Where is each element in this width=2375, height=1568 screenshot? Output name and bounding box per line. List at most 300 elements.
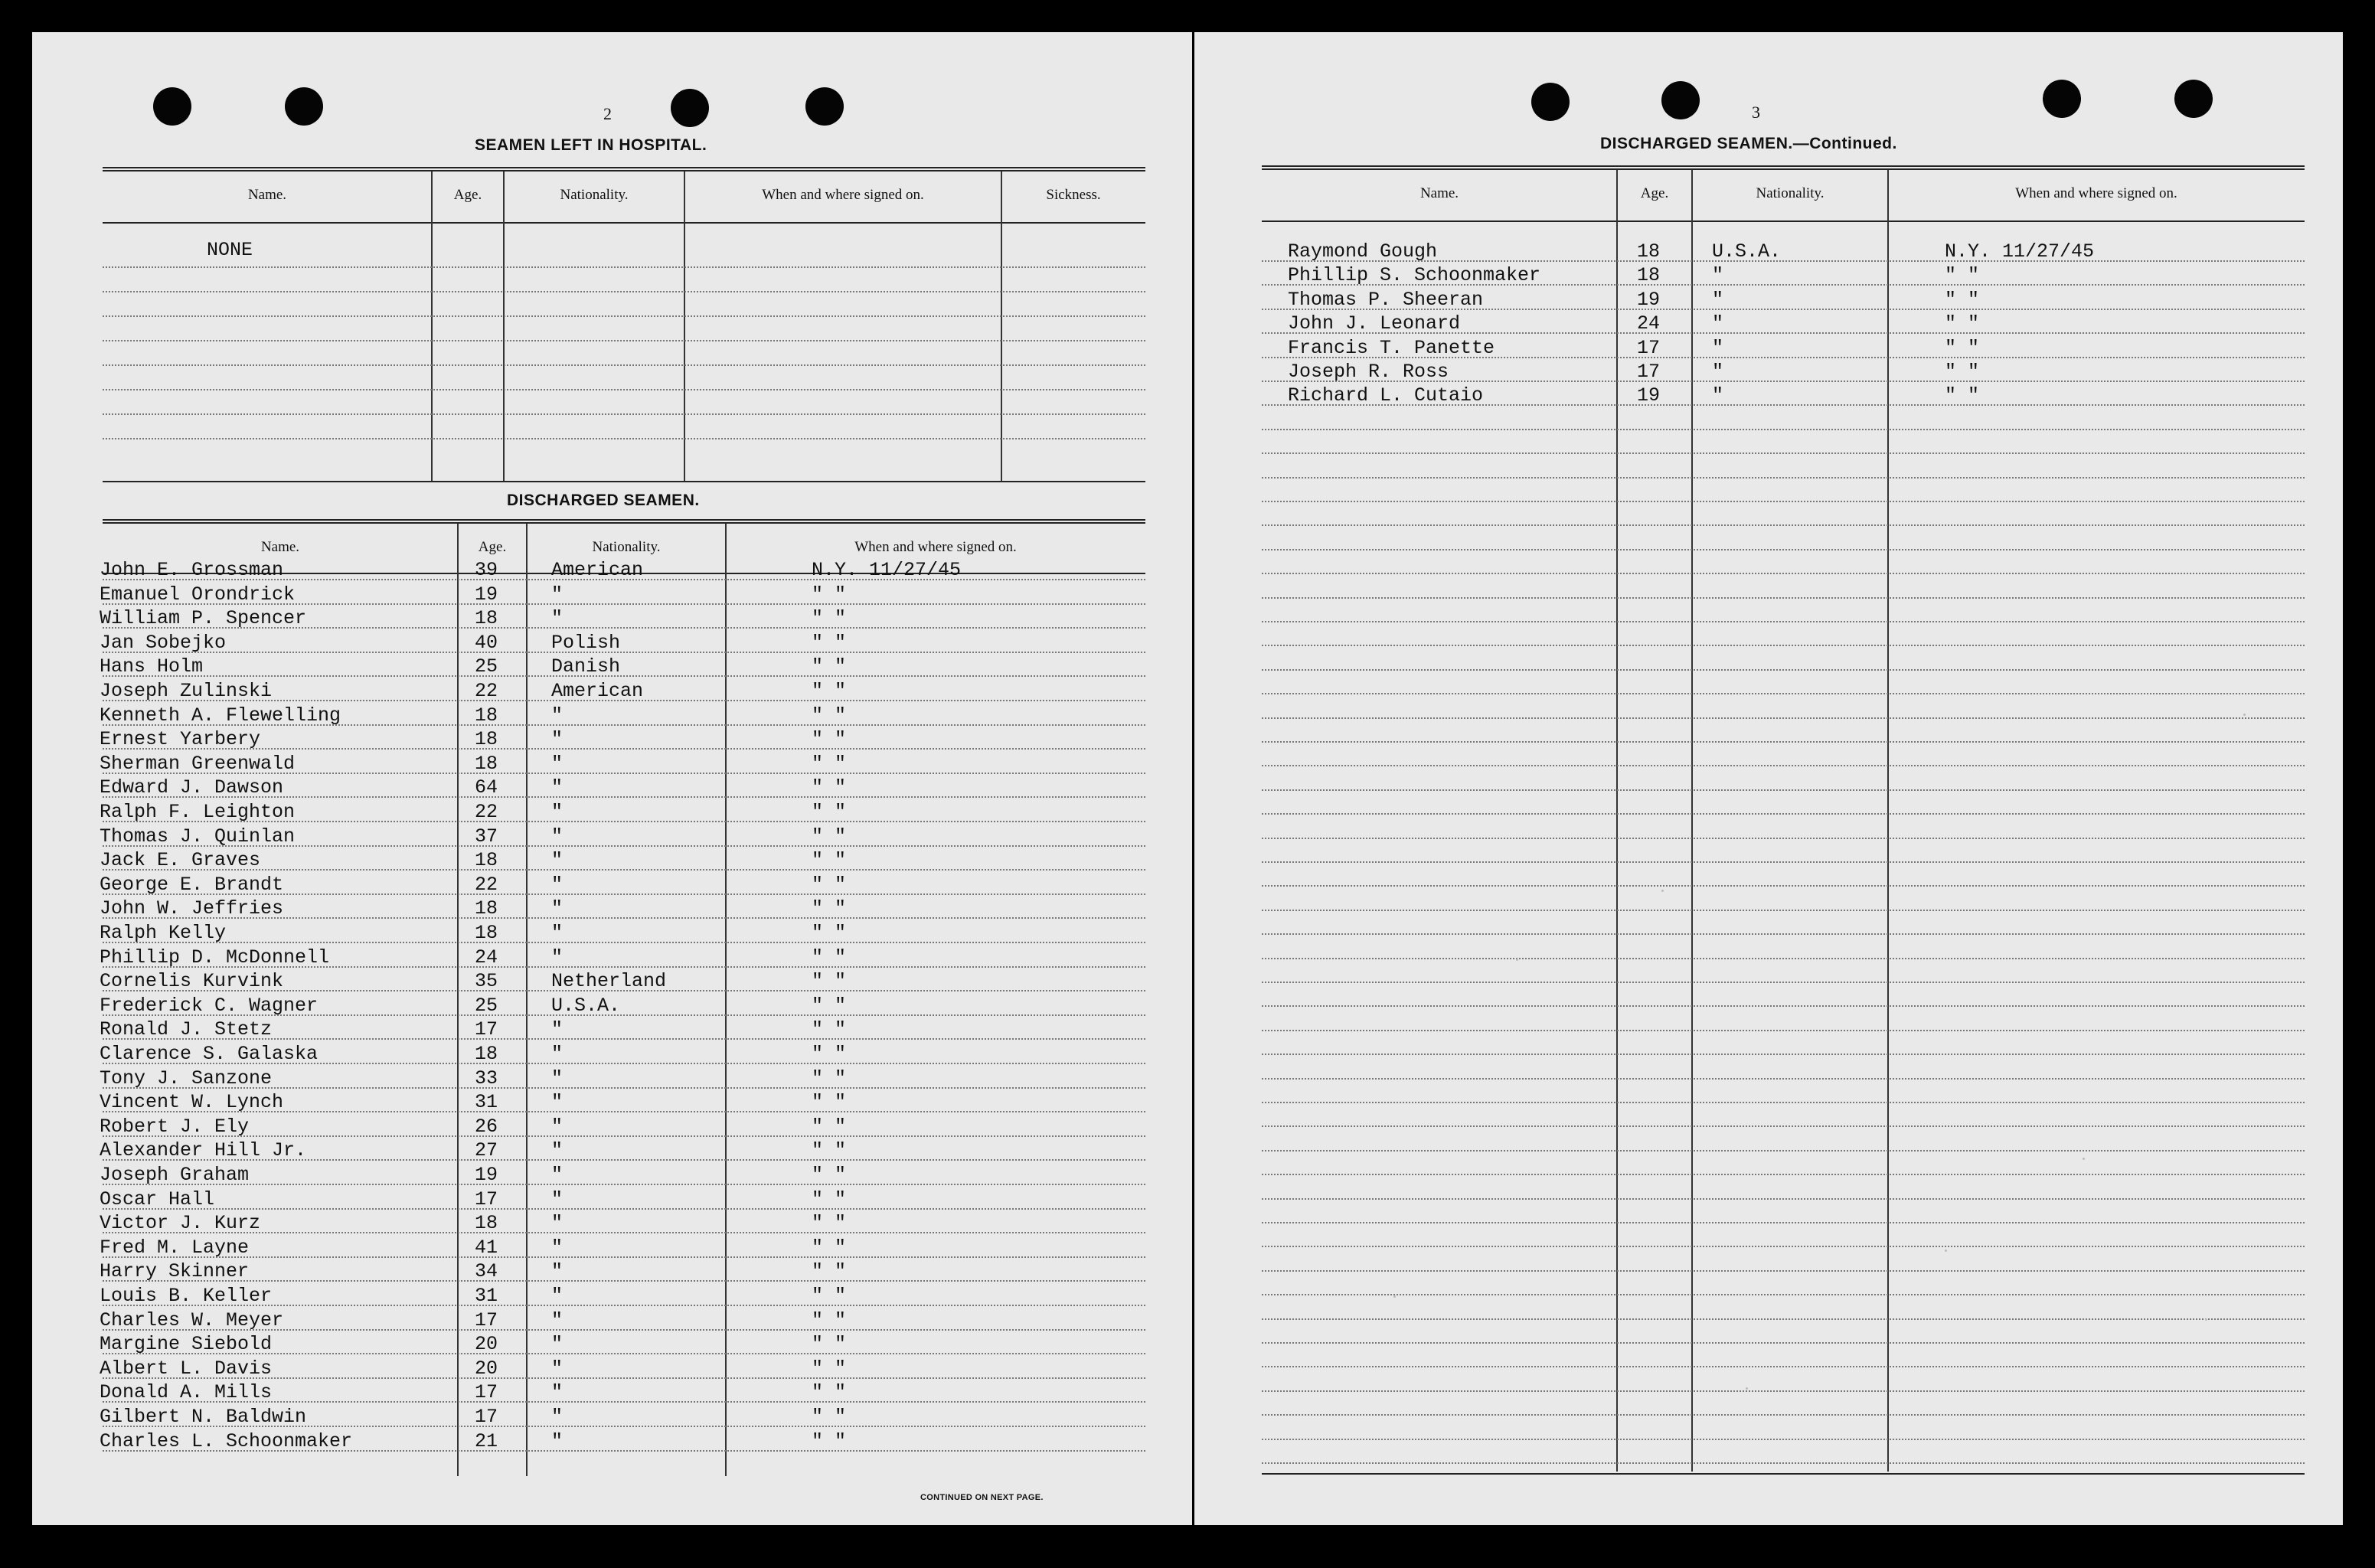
- column-divider: [503, 172, 505, 482]
- signed-on: " ": [1945, 361, 1980, 383]
- punch-hole: [1661, 81, 1700, 119]
- ruled-line: [1262, 501, 2305, 502]
- seaman-nationality: American: [551, 559, 644, 581]
- seaman-age: 18: [475, 897, 498, 920]
- seaman-name: Oscar Hall: [100, 1187, 215, 1210]
- ruled-line: [1262, 1005, 2305, 1007]
- col-header-nationality: Nationality.: [1756, 185, 1825, 201]
- col-header-name: Name.: [247, 187, 287, 203]
- seaman-age: 17: [1637, 361, 1661, 383]
- paper-speck: [1746, 1387, 1748, 1390]
- punch-hole: [1531, 83, 1570, 121]
- seaman-age: 33: [475, 1067, 498, 1089]
- seaman-age: 18: [1637, 264, 1661, 287]
- ruled-line: [1262, 477, 2305, 479]
- ruled-line: [1262, 1414, 2305, 1416]
- signed-on: " ": [1945, 312, 1980, 335]
- seaman-name: Victor J. Kurz: [100, 1212, 261, 1235]
- col-header-nationality: Nationality.: [592, 539, 661, 555]
- signed-on: " ": [812, 1187, 847, 1210]
- signed-on: " ": [812, 631, 847, 654]
- seaman-name: Frederick C. Wagner: [100, 994, 319, 1017]
- seaman-age: 22: [475, 873, 498, 896]
- seaman-nationality: Netherland: [551, 970, 667, 993]
- seaman-age: 22: [475, 680, 498, 702]
- continued-note: CONTINUED ON NEXT PAGE.: [920, 1493, 1044, 1502]
- ruled-line: [103, 966, 1145, 968]
- page-number: 3: [1752, 103, 1760, 122]
- ruled-line: [103, 1087, 1145, 1089]
- seaman-nationality: ": [1712, 312, 1724, 335]
- column-divider: [1691, 170, 1693, 1472]
- paper-speck: [2083, 1158, 2085, 1160]
- ruled-line: [1262, 357, 2305, 358]
- ruled-line: [1262, 1342, 2305, 1344]
- signed-on: " ": [812, 825, 847, 848]
- col-header-name: Name.: [1419, 185, 1459, 201]
- ruled-line: [1262, 452, 2305, 454]
- right-page: [1194, 32, 2343, 1525]
- punch-hole: [2174, 80, 2213, 118]
- ruled-line: [103, 315, 1145, 317]
- signed-on: " ": [812, 1406, 847, 1428]
- seaman-age: 18: [475, 1043, 498, 1065]
- seaman-nationality: ": [551, 1043, 564, 1065]
- seaman-nationality: ": [551, 1164, 564, 1186]
- column-divider: [1001, 172, 1002, 482]
- seaman-name: Clarence S. Galaska: [100, 1043, 319, 1065]
- ruled-line: [1262, 982, 2305, 983]
- ruled-line: [1262, 885, 2305, 887]
- signed-on: " ": [812, 1212, 847, 1235]
- column-divider: [1887, 170, 1889, 1472]
- seaman-age: 35: [475, 970, 498, 993]
- signed-on: " ": [812, 970, 847, 993]
- seaman-nationality: ": [551, 1357, 564, 1380]
- ruled-line: [103, 603, 1145, 605]
- seaman-age: 19: [475, 1164, 498, 1186]
- seaman-age: 17: [475, 1406, 498, 1428]
- col-header-when-where: When and where signed on.: [2015, 185, 2177, 201]
- seaman-age: 18: [475, 1212, 498, 1235]
- ruled-line: [103, 1329, 1145, 1331]
- ruled-line: [103, 413, 1145, 415]
- ruled-line: [1262, 1125, 2305, 1127]
- ruled-line: [103, 1038, 1145, 1040]
- seaman-nationality: ": [551, 825, 564, 848]
- seaman-nationality: U.S.A.: [1712, 240, 1782, 263]
- signed-on: " ": [812, 1429, 847, 1452]
- seaman-nationality: ": [551, 1260, 564, 1283]
- ruled-line: [1262, 404, 2305, 406]
- seaman-age: 34: [475, 1260, 498, 1283]
- signed-on: " ": [812, 728, 847, 751]
- seaman-name: Joseph Graham: [100, 1164, 250, 1186]
- discharged-continued-title: DISCHARGED SEAMEN.—Continued.: [1600, 135, 1897, 152]
- ruled-line: [103, 1305, 1145, 1306]
- seaman-age: 25: [475, 994, 498, 1017]
- ruled-line: [1262, 789, 2305, 791]
- seaman-nationality: ": [1712, 264, 1724, 287]
- ruled-line: [103, 942, 1145, 943]
- seaman-age: 17: [1637, 336, 1661, 359]
- seaman-age: 39: [475, 559, 498, 581]
- seaman-name: Jack E. Graves: [100, 849, 261, 872]
- seaman-name: Louis B. Keller: [100, 1285, 273, 1307]
- paper-speck: [2243, 714, 2246, 716]
- ruled-line: [1262, 524, 2305, 526]
- seaman-nationality: ": [1712, 384, 1724, 407]
- seaman-name: Thomas P. Sheeran: [1288, 288, 1484, 311]
- seaman-age: 21: [475, 1429, 498, 1452]
- ruled-line: [103, 1256, 1145, 1258]
- seaman-age: 18: [475, 607, 498, 630]
- signed-on: N.Y. 11/27/45: [812, 559, 962, 581]
- seaman-age: 18: [475, 704, 498, 727]
- seaman-age: 19: [1637, 288, 1661, 311]
- ruled-line: [1262, 573, 2305, 574]
- seaman-name: Ralph Kelly: [100, 922, 227, 944]
- signed-on: " ": [812, 1139, 847, 1162]
- ruled-line: [1262, 1318, 2305, 1320]
- ruled-line: [103, 1450, 1145, 1452]
- ruled-line: [1262, 1054, 2305, 1055]
- seaman-nationality: ": [551, 1067, 564, 1089]
- ruled-line: [103, 1280, 1145, 1282]
- seaman-nationality: ": [551, 776, 564, 799]
- signed-on: " ": [812, 1018, 847, 1041]
- column-divider: [431, 172, 433, 482]
- header-rule: [103, 222, 1145, 224]
- seaman-nationality: ": [551, 1018, 564, 1041]
- signed-on: " ": [812, 776, 847, 799]
- seaman-nationality: ": [551, 801, 564, 823]
- punch-hole: [805, 87, 844, 126]
- signed-on: " ": [1945, 336, 1980, 359]
- signed-on: " ": [812, 849, 847, 872]
- ruled-line: [103, 1159, 1145, 1161]
- ruled-line: [103, 364, 1145, 366]
- seaman-nationality: ": [551, 1236, 564, 1259]
- signed-on: " ": [812, 1260, 847, 1283]
- seaman-age: 17: [475, 1308, 498, 1331]
- ruled-line: [1262, 621, 2305, 622]
- ruled-line: [103, 627, 1145, 629]
- seaman-nationality: ": [551, 1212, 564, 1235]
- ruled-line: [1262, 693, 2305, 694]
- ruled-line: [1262, 1439, 2305, 1440]
- ruled-line: [103, 724, 1145, 726]
- signed-on: " ": [812, 873, 847, 896]
- ruled-line: [1262, 1366, 2305, 1367]
- seaman-name: Ronald J. Stetz: [100, 1018, 273, 1041]
- ruled-line: [1262, 1462, 2305, 1464]
- column-divider: [457, 524, 459, 1476]
- ruled-line: [103, 1208, 1145, 1210]
- seaman-age: 27: [475, 1139, 498, 1162]
- ruled-line: [1262, 381, 2305, 382]
- seaman-name: Robert J. Ely: [100, 1115, 250, 1138]
- ruled-line: [103, 1232, 1145, 1233]
- col-header-age: Age.: [478, 539, 507, 555]
- seaman-age: 18: [475, 752, 498, 775]
- hospital-section-title: SEAMEN LEFT IN HOSPITAL.: [475, 136, 707, 154]
- ruled-line: [1262, 1198, 2305, 1200]
- seaman-nationality: ": [551, 728, 564, 751]
- seaman-nationality: American: [551, 680, 644, 702]
- ruled-line: [103, 893, 1145, 895]
- ruled-line: [103, 917, 1145, 919]
- seaman-age: 24: [475, 946, 498, 969]
- seaman-name: Alexander Hill Jr.: [100, 1139, 307, 1162]
- signed-on: " ": [812, 801, 847, 823]
- ruled-line: [103, 1377, 1145, 1379]
- signed-on: " ": [812, 1091, 847, 1114]
- seaman-age: 17: [475, 1381, 498, 1404]
- column-divider: [725, 524, 727, 1476]
- paper-speck: [1393, 1295, 1396, 1298]
- ruled-line: [103, 845, 1145, 847]
- seaman-nationality: ": [551, 946, 564, 969]
- signed-on: " ": [812, 1067, 847, 1089]
- seaman-name: Sherman Greenwald: [100, 752, 296, 775]
- seaman-age: 22: [475, 801, 498, 823]
- top-rule: [1262, 165, 2305, 170]
- hospital-none-entry: NONE: [207, 239, 253, 261]
- ruled-line: [103, 990, 1145, 991]
- signed-on: " ": [812, 655, 847, 678]
- ruled-line: [103, 579, 1145, 580]
- col-header-age: Age.: [1640, 185, 1669, 201]
- seaman-age: 18: [475, 849, 498, 872]
- seaman-name: Cornelis Kurvink: [100, 970, 284, 993]
- seaman-nationality: ": [551, 1406, 564, 1428]
- seaman-name: John E. Grossman: [100, 559, 284, 581]
- seaman-name: Fred M. Layne: [100, 1236, 250, 1259]
- ruled-line: [103, 748, 1145, 750]
- seaman-nationality: ": [551, 1381, 564, 1404]
- seaman-age: 40: [475, 631, 498, 654]
- seaman-nationality: ": [551, 583, 564, 606]
- header-rule: [1262, 220, 2305, 222]
- punch-hole: [671, 89, 709, 127]
- seaman-name: Richard L. Cutaio: [1288, 384, 1484, 407]
- ruled-line: [1262, 1030, 2305, 1031]
- signed-on: " ": [812, 1357, 847, 1380]
- ruled-line: [1262, 1390, 2305, 1392]
- signed-on: " ": [812, 946, 847, 969]
- seaman-nationality: U.S.A.: [551, 994, 621, 1017]
- ruled-line: [103, 675, 1145, 677]
- signed-on: " ": [1945, 264, 1980, 287]
- seaman-nationality: ": [1712, 288, 1724, 311]
- seaman-age: 19: [1637, 384, 1661, 407]
- ruled-line: [103, 1401, 1145, 1403]
- signed-on: " ": [812, 1308, 847, 1331]
- ruled-line: [103, 1014, 1145, 1016]
- seaman-name: Jan Sobejko: [100, 631, 227, 654]
- ruled-line: [1262, 645, 2305, 646]
- signed-on: N.Y. 11/27/45: [1945, 240, 2095, 263]
- ruled-line: [1262, 933, 2305, 935]
- col-header-when-where: When and where signed on.: [854, 539, 1017, 555]
- ruled-line: [103, 652, 1145, 653]
- seaman-nationality: ": [551, 704, 564, 727]
- col-header-nationality: Nationality.: [560, 187, 629, 203]
- signed-on: " ": [812, 680, 847, 702]
- ruled-line: [103, 1063, 1145, 1064]
- seaman-nationality: ": [551, 752, 564, 775]
- ruled-line: [1262, 332, 2305, 334]
- seaman-nationality: ": [551, 1308, 564, 1331]
- page-number: 2: [603, 104, 612, 123]
- seaman-name: Harry Skinner: [100, 1260, 250, 1283]
- signed-on: " ": [812, 897, 847, 920]
- column-divider: [526, 524, 528, 1476]
- hospital-bottom-rule: [103, 481, 1145, 482]
- seaman-nationality: ": [551, 1285, 564, 1307]
- col-header-name: Name.: [260, 539, 300, 555]
- bottom-rule: [1262, 1473, 2305, 1475]
- ruled-line: [1262, 1294, 2305, 1295]
- seaman-name: Vincent W. Lynch: [100, 1091, 284, 1114]
- ruled-line: [1262, 813, 2305, 815]
- seaman-name: Tony J. Sanzone: [100, 1067, 273, 1089]
- ruled-line: [103, 1111, 1145, 1112]
- seaman-name: George E. Brandt: [100, 873, 284, 896]
- ruled-line: [1262, 838, 2305, 839]
- ruled-line: [1262, 669, 2305, 671]
- seaman-name: Hans Holm: [100, 655, 204, 678]
- seaman-name: Albert L. Davis: [100, 1357, 273, 1380]
- ruled-line: [1262, 1078, 2305, 1080]
- col-header-sickness: Sickness.: [1046, 187, 1101, 203]
- seaman-name: Phillip D. McDonnell: [100, 946, 330, 969]
- punch-hole: [153, 87, 191, 126]
- ruled-line: [1262, 1150, 2305, 1152]
- signed-on: " ": [812, 1043, 847, 1065]
- ruled-line: [103, 1135, 1145, 1137]
- seaman-age: 17: [475, 1187, 498, 1210]
- seaman-nationality: ": [551, 873, 564, 896]
- seaman-age: 20: [475, 1333, 498, 1356]
- seaman-nationality: ": [1712, 361, 1724, 383]
- signed-on: " ": [812, 704, 847, 727]
- seaman-name: Margine Siebold: [100, 1333, 273, 1356]
- column-divider: [684, 172, 685, 482]
- ruled-line: [103, 1426, 1145, 1427]
- ruled-line: [1262, 1174, 2305, 1175]
- seaman-name: Gilbert N. Baldwin: [100, 1406, 307, 1428]
- seaman-name: John W. Jeffries: [100, 897, 284, 920]
- paper-speck: [2205, 1318, 2207, 1321]
- ruled-line: [103, 700, 1145, 701]
- seaman-nationality: Polish: [551, 631, 621, 654]
- ruled-line: [1262, 1222, 2305, 1223]
- seaman-age: 17: [475, 1018, 498, 1041]
- seaman-nationality: Danish: [551, 655, 621, 678]
- ruled-line: [1262, 1270, 2305, 1272]
- ruled-line: [1262, 429, 2305, 430]
- ruled-line: [1262, 260, 2305, 262]
- seaman-name: Raymond Gough: [1288, 240, 1438, 263]
- ruled-line: [1262, 765, 2305, 766]
- seaman-nationality: ": [551, 1091, 564, 1114]
- signed-on: " ": [1945, 384, 1980, 407]
- seaman-nationality: ": [551, 1139, 564, 1162]
- seaman-age: 41: [475, 1236, 498, 1259]
- ruled-line: [103, 773, 1145, 774]
- seaman-nationality: ": [551, 1429, 564, 1452]
- ruled-line: [1262, 1102, 2305, 1103]
- ruled-line: [103, 266, 1145, 268]
- paper-speck: [1516, 959, 1518, 961]
- seaman-age: 37: [475, 825, 498, 848]
- seaman-nationality: ": [551, 922, 564, 944]
- ruled-line: [1262, 861, 2305, 863]
- seaman-name: John J. Leonard: [1288, 312, 1461, 335]
- signed-on: " ": [812, 583, 847, 606]
- punch-hole: [2043, 80, 2081, 118]
- col-header-when-where: When and where signed on.: [762, 187, 924, 203]
- seaman-nationality: ": [551, 1187, 564, 1210]
- signed-on: " ": [812, 994, 847, 1017]
- ruled-line: [103, 340, 1145, 341]
- ruled-line: [1262, 717, 2305, 719]
- seaman-age: 18: [1637, 240, 1661, 263]
- seaman-name: William P. Spencer: [100, 607, 307, 630]
- seaman-name: Joseph Zulinski: [100, 680, 273, 702]
- seaman-age: 18: [475, 922, 498, 944]
- seaman-name: Donald A. Mills: [100, 1381, 273, 1404]
- signed-on: " ": [812, 1236, 847, 1259]
- seaman-age: 31: [475, 1285, 498, 1307]
- left-page: [32, 32, 1192, 1525]
- seaman-name: Thomas J. Quinlan: [100, 825, 296, 848]
- ruled-line: [1262, 1246, 2305, 1247]
- signed-on: " ": [812, 1333, 847, 1356]
- paper-speck: [1661, 890, 1664, 892]
- ruled-line: [1262, 741, 2305, 743]
- ruled-line: [103, 438, 1145, 439]
- seaman-name: Edward J. Dawson: [100, 776, 284, 799]
- ruled-line: [1262, 910, 2305, 911]
- seaman-name: Emanuel Orondrick: [100, 583, 296, 606]
- seaman-name: Phillip S. Schoonmaker: [1288, 264, 1541, 287]
- ruled-line: [103, 869, 1145, 871]
- signed-on: " ": [1945, 288, 1980, 311]
- seaman-age: 64: [475, 776, 498, 799]
- seaman-age: 19: [475, 583, 498, 606]
- seaman-age: 24: [1637, 312, 1661, 335]
- seaman-age: 26: [475, 1115, 498, 1138]
- seaman-nationality: ": [551, 849, 564, 872]
- signed-on: " ": [812, 607, 847, 630]
- seaman-name: Francis T. Panette: [1288, 336, 1495, 359]
- ruled-line: [103, 796, 1145, 798]
- discharged-top-rule: [103, 519, 1145, 524]
- hospital-top-rule: [103, 167, 1145, 172]
- ruled-line: [1262, 284, 2305, 286]
- seaman-age: 31: [475, 1091, 498, 1114]
- paper-speck: [1945, 1250, 1947, 1252]
- discharged-section-title: DISCHARGED SEAMEN.: [507, 492, 700, 509]
- ruled-line: [1262, 309, 2305, 310]
- col-header-age: Age.: [453, 187, 482, 203]
- seaman-nationality: ": [551, 1115, 564, 1138]
- seaman-age: 25: [475, 655, 498, 678]
- signed-on: " ": [812, 752, 847, 775]
